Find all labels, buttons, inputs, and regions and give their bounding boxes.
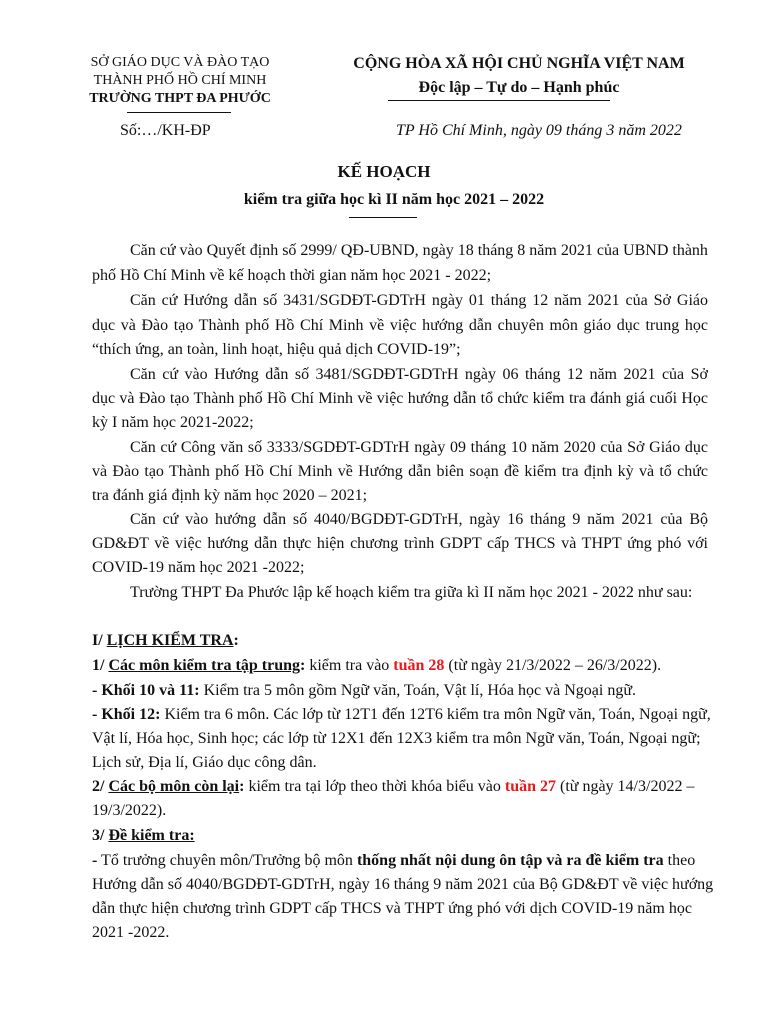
document-title: KẾ HOẠCH: [337, 162, 431, 181]
city-name: THÀNH PHỐ HỒ CHÍ MINH: [93, 73, 267, 88]
item-2-text-b: (từ ngày 14/3/2022 –: [556, 778, 695, 795]
item-3-dash: -: [92, 852, 98, 869]
item-3-heading: [92, 826, 195, 846]
section-1-number: I/: [92, 632, 103, 649]
national-motto: Độc lập – Tự do – Hạnh phúc: [418, 79, 620, 96]
grade-12-line-1: [92, 705, 711, 725]
section-1-colon: :: [233, 632, 239, 649]
item-2-number: 2/: [92, 778, 105, 795]
plan-intro: Trường THPT Đa Phước lập kế hoạch kiểm tra giữa kì II năm học 2021 - 2022 như sau:: [130, 584, 693, 601]
basis-5-line-1: Căn cứ vào hướng dẫn số 4040/BGDĐT-GDTrH, ngày 16 tháng 9 năm 2021 của Bộ: [130, 511, 708, 528]
title-underline: [349, 217, 417, 218]
basis-4-line-2: và Đào tạo Thành phố Hồ Chí Minh về Hướng dẫn biên soạn đề kiểm tra định kỳ và tổ chức: [92, 463, 708, 480]
grade-10-11-text: Kiểm tra 5 môn gồm Ngữ văn, Toán, Vật lí, Hóa học và Ngoại ngữ.: [199, 682, 637, 699]
basis-3-line-2: dục và Đào tạo Thành phố Hồ Chí Minh về việc hướng dẫn tổ chức kiểm tra đánh giá cuối Học: [92, 390, 708, 407]
basis-2-line-1: Căn cứ Hướng dẫn số 3431/SGDĐT-GDTrH ngày 01 tháng 12 năm 2021 của Sở Giáo: [130, 292, 708, 309]
item-3-number: 3/: [92, 827, 105, 844]
item-2: [92, 777, 694, 797]
item-2-colon: :: [239, 778, 245, 795]
basis-3-line-1: Căn cứ vào Hướng dẫn số 3481/SGDĐT-GDTrH ngày 06 tháng 12 năm 2021 của Sở: [130, 366, 708, 383]
basis-2-line-3: “thích ứng, an toàn, linh hoạt, hiệu quả dịch COVID-19”;: [92, 341, 461, 358]
item-3-bold: thống nhất nội dung ôn tập và ra đề kiểm tra: [356, 852, 664, 869]
item-1-text-b: (từ ngày 21/3/2022 – 26/3/2022).: [444, 657, 662, 674]
basis-1-line-1: Căn cứ vào Quyết định số 2999/ QĐ-UBND, ngày 18 tháng 8 năm 2021 của UBND thành: [130, 242, 708, 259]
school-underline: [127, 112, 231, 113]
basis-3-line-3: kỳ I năm học 2021-2022;: [92, 414, 254, 431]
basis-2-line-2: dục và Đào tạo Thành phố Hồ Chí Minh về việc hướng dẫn chuyên môn giáo dục trung học: [92, 317, 708, 334]
grade-10-11: [92, 681, 636, 701]
country-name: CỘNG HÒA XÃ HỘI CHỦ NGHĨA VIỆT NAM: [353, 55, 685, 72]
place-date: TP Hồ Chí Minh, ngày 09 tháng 3 năm 2022: [396, 122, 682, 139]
item-2-text-a: kiểm tra tại lớp theo thời khóa biểu vào: [244, 778, 505, 795]
item-3-line-2: Hướng dẫn số 4040/BGDĐT-GDTrH, ngày 16 tháng 9 năm 2021 của Bộ GD&ĐT về việc hướng: [92, 876, 714, 893]
grade-10-11-label: - Khối 10 và 11:: [92, 682, 200, 699]
item-3-text-b: theo: [663, 852, 696, 869]
item-2-line-2: 19/3/2022).: [92, 802, 167, 819]
section-1-heading: [92, 631, 239, 651]
document-subtitle: kiểm tra giữa học kì II năm học 2021 – 2022: [243, 191, 545, 208]
item-2-week: tuần 27: [504, 778, 556, 795]
item-1-text-a: kiểm tra vào: [305, 657, 394, 674]
item-3-label: Đề kiểm tra:: [108, 827, 195, 844]
document-number: Số:…/KH-ĐP: [120, 122, 211, 139]
item-3-line-4: 2021 -2022.: [92, 924, 170, 941]
grade-12-line-3: Lịch sử, Địa lí, Giáo dục công dân.: [92, 754, 317, 771]
item-1-number: 1/: [92, 657, 105, 674]
grade-12-text-1: Kiểm tra 6 môn. Các lớp từ 12T1 đến 12T6 kiểm tra môn Ngữ văn, Toán, Ngoại ngữ,: [160, 706, 711, 723]
department-name: SỞ GIÁO DỤC VÀ ĐÀO TẠO: [90, 55, 270, 70]
basis-1-line-2: phố Hồ Chí Minh về kế hoạch thời gian năm học 2021 - 2022;: [92, 267, 492, 284]
basis-4-line-3: tra đánh giá định kỳ năm học 2020 – 2021;: [92, 487, 368, 504]
motto-underline: [388, 100, 610, 101]
item-3-line-3: dẫn thực hiện chương trình GDPT cấp THCS và THPT ứng phó với dịch COVID-19 năm học: [92, 900, 692, 917]
grade-12-line-2: Vật lí, Hóa học, Sinh học; các lớp từ 12X1 đến 12X3 kiểm tra môn Ngữ văn, Toán, Ngoại ngữ;: [92, 730, 701, 747]
basis-5-line-3: COVID-19 năm học 2021 -2022;: [92, 559, 305, 576]
grade-12-label: - Khối 12:: [92, 706, 161, 723]
section-1-title: LỊCH KIỂM TRA: [106, 632, 234, 649]
item-1-label: Các môn kiểm tra tập trung: [108, 657, 300, 674]
basis-4-line-1: Căn cứ Công văn số 3333/SGDĐT-GDTrH ngày 09 tháng 10 năm 2020 của Sở Giáo dục: [130, 439, 708, 456]
school-name: TRƯỜNG THPT ĐA PHƯỚC: [89, 91, 271, 106]
item-1-week: tuần 28: [393, 657, 445, 674]
item-3-line-1: [92, 851, 695, 871]
item-2-label: Các bộ môn còn lại: [108, 778, 240, 795]
item-3-text-a: Tổ trưởng chuyên môn/Trưởng bộ môn: [97, 852, 357, 869]
item-1-colon: :: [300, 657, 306, 674]
basis-5-line-2: GD&ĐT về việc hướng dẫn thực hiện chương trình GDPT cấp THCS và THPT ứng phó với: [92, 535, 708, 552]
item-1: [92, 656, 661, 676]
